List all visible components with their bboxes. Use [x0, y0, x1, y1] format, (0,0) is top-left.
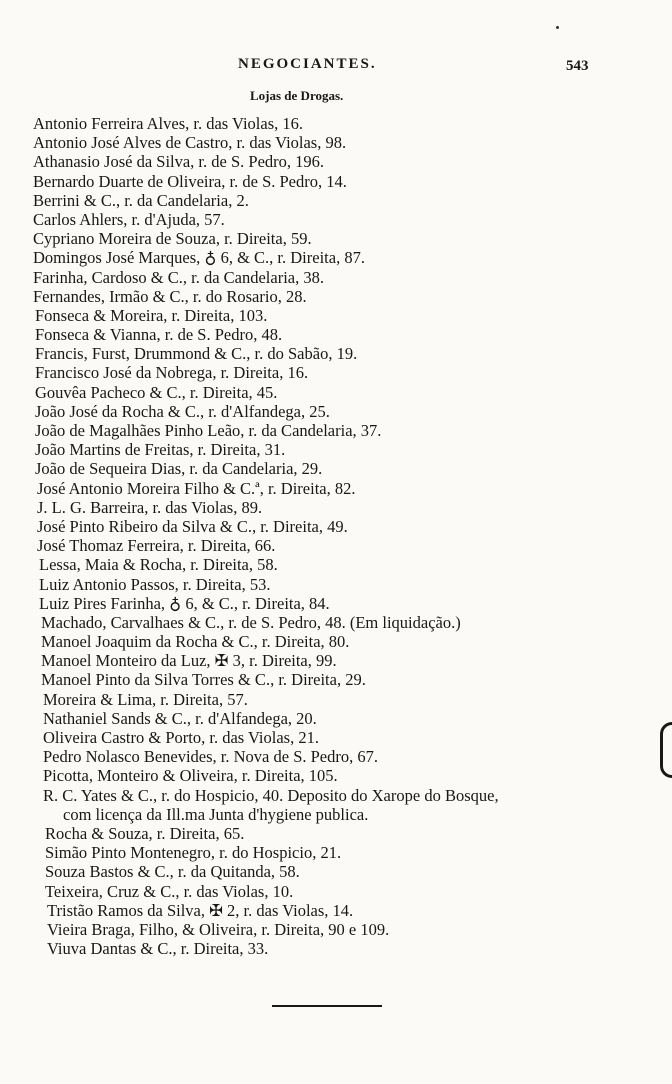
list-item-continuation: com licença da Ill.ma Junta d'hygiene publica. [63, 804, 369, 824]
list-item: Fonseca & Vianna, r. de S. Pedro, 48. [35, 325, 283, 345]
list-item: Fernandes, Irmão & C., r. do Rosario, 28. [33, 286, 307, 306]
list-item: Antonio Ferreira Alves, r. das Violas, 16. [33, 114, 304, 133]
list-item: Moreira & Lima, r. Direita, 57. [43, 689, 248, 709]
page-header [0, 56, 672, 80]
list-item: Nathaniel Sands & C., r. d'Alfandega, 20. [43, 708, 317, 728]
list-item: Manoel Monteiro da Luz, ✠ 3, r. Direita, 99. [41, 651, 337, 671]
list-item: Bernardo Duarte de Oliveira, r. de S. Pedro, 14. [33, 171, 347, 191]
list-item: Francisco José da Nobrega, r. Direita, 16. [35, 363, 309, 383]
page-number: 543 [566, 58, 589, 74]
list-item: Luiz Antonio Passos, r. Direita, 53. [39, 574, 271, 594]
ink-speck [556, 26, 559, 29]
list-item: Picotta, Monteiro & Oliveira, r. Direita, 105. [43, 766, 338, 786]
list-item: Francis, Furst, Drummond & C., r. do Sabão, 19. [35, 344, 358, 364]
list-item: Teixeira, Cruz & C., r. das Violas, 10. [45, 881, 294, 901]
list-item: João de Magalhães Pinho Leão, r. da Candelaria, 37. [35, 421, 382, 440]
list-item: Carlos Ahlers, r. d'Ajuda, 57. [33, 209, 225, 229]
section-title: Lojas de Drogas. [250, 88, 344, 103]
list-item: Gouvêa Pacheco & C., r. Direita, 45. [35, 382, 278, 402]
list-item: Lessa, Maia & Rocha, r. Direita, 58. [39, 555, 278, 575]
list-item: João de Sequeira Dias, r. da Candelaria, 29. [35, 459, 323, 479]
list-item: Rocha & Souza, r. Direita, 65. [45, 823, 245, 843]
list-item: J. L. G. Barreira, r. das Violas, 89. [37, 497, 263, 517]
list-item: Oliveira Castro & Porto, r. das Violas, 21. [43, 728, 319, 747]
list-item: Vieira Braga, Filho, & Oliveira, r. Direita, 90 e 109. [47, 919, 390, 939]
list-item: Luiz Pires Farinha, ♁ 6, & C., r. Direita, 84. [39, 593, 330, 613]
list-item: João Martins de Freitas, r. Direita, 31. [35, 440, 286, 460]
list-item: Tristão Ramos da Silva, ✠ 2, r. das Violas, 14. [47, 900, 354, 920]
list-item: Domingos José Marques, ♁ 6, & C., r. Direita, 87. [33, 248, 365, 268]
list-item: Farinha, Cardoso & C., r. da Candelaria, 38. [33, 267, 324, 287]
list-item: Viuva Dantas & C., r. Direita, 33. [47, 939, 269, 959]
page-edge-mark [660, 722, 672, 778]
list-item: João José da Rocha & C., r. d'Alfandega, 25. [35, 401, 330, 421]
list-item: Berrini & C., r. da Candelaria, 2. [33, 190, 249, 210]
entry-list [33, 114, 663, 958]
closing-rule [272, 1005, 382, 1007]
list-item: Fonseca & Moreira, r. Direita, 103. [35, 305, 268, 325]
list-item: Athanasio José da Silva, r. de S. Pedro, 196. [33, 152, 325, 172]
running-title: NEGOCIANTES. [238, 56, 377, 72]
list-item: José Thomaz Ferreira, r. Direita, 66. [37, 536, 276, 556]
list-item: Machado, Carvalhaes & C., r. de S. Pedro, 48. (Em liquidação.) [41, 612, 461, 632]
list-item: Manoel Pinto da Silva Torres & C., r. Direita, 29. [41, 670, 366, 690]
list-item: Antonio José Alves de Castro, r. das Violas, 98. [33, 133, 347, 153]
list-item: Cypriano Moreira de Souza, r. Direita, 59. [33, 229, 312, 249]
list-item: Souza Bastos & C., r. da Quitanda, 58. [45, 862, 300, 882]
list-item: Pedro Nolasco Benevides, r. Nova de S. Pedro, 67. [43, 747, 378, 767]
list-item: Manoel Joaquim da Rocha & C., r. Direita, 80. [41, 632, 350, 652]
list-item: R. C. Yates & C., r. do Hospicio, 40. Deposito do Xarope do Bosque, [43, 785, 499, 805]
list-item: José Pinto Ribeiro da Silva & C., r. Direita, 49. [37, 516, 348, 536]
list-item: José Antonio Moreira Filho & C.ª, r. Direita, 82. [37, 478, 356, 498]
list-item: Simão Pinto Montenegro, r. do Hospicio, 21. [45, 843, 342, 863]
